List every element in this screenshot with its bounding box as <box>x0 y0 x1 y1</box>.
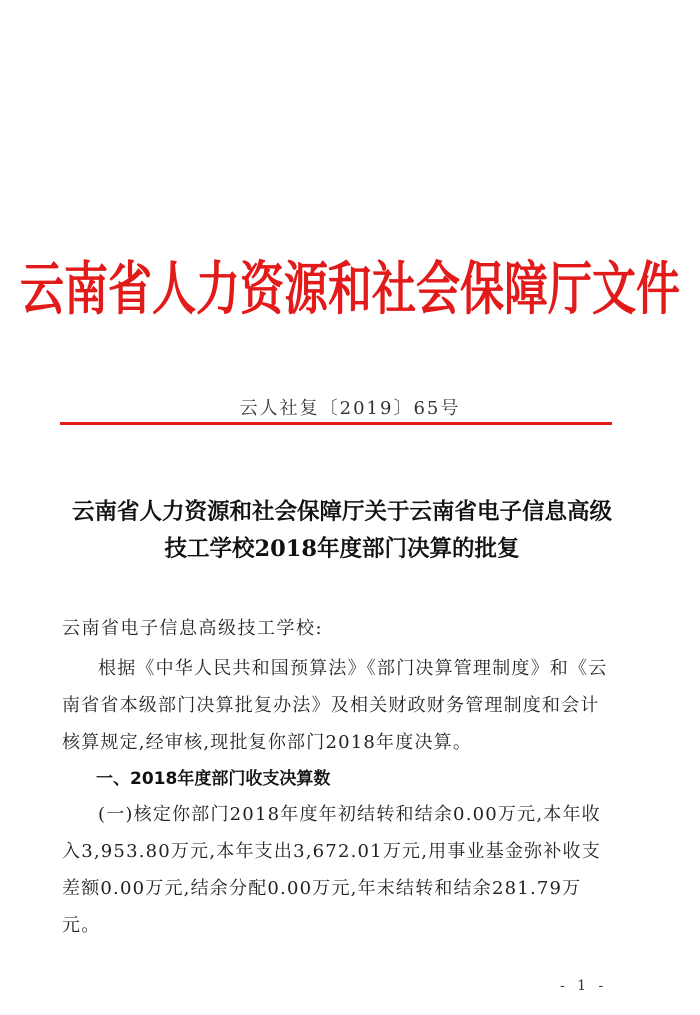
section-heading: 一、2018年度部门收支决算数 <box>96 769 331 789</box>
addressee: 云南省电子信息高级技工学校: <box>62 618 324 639</box>
document-number: 云人社复〔2019〕65号 <box>239 398 461 419</box>
red-separator-line <box>60 422 612 425</box>
approval-title: 云南省人力资源和社会保障厅关于云南省电子信息高级技工学校2018年度部门决算的批复 <box>71 499 612 562</box>
intro-paragraph: 根据《中华人民共和国预算法》《部门决算管理制度》和《云南省省本级部门决算批复办法》及相关财政财务管理制度和会计核算规定,经审核,现批复你部门2018年度决算。 <box>62 658 608 753</box>
section-paragraph: (一)核定你部门2018年度年初结转和结余0.00万元,本年收入3,953.80万元,本年支出3,672.01万元,用事业基金弥补收支差额0.00万元,结余分配0.00万元,年末结转和结余281.79万元。 <box>62 804 601 936</box>
page-number: - 1 - <box>560 978 608 994</box>
issuer-title: 云南省人力资源和社会保障厅文件 <box>20 256 680 323</box>
